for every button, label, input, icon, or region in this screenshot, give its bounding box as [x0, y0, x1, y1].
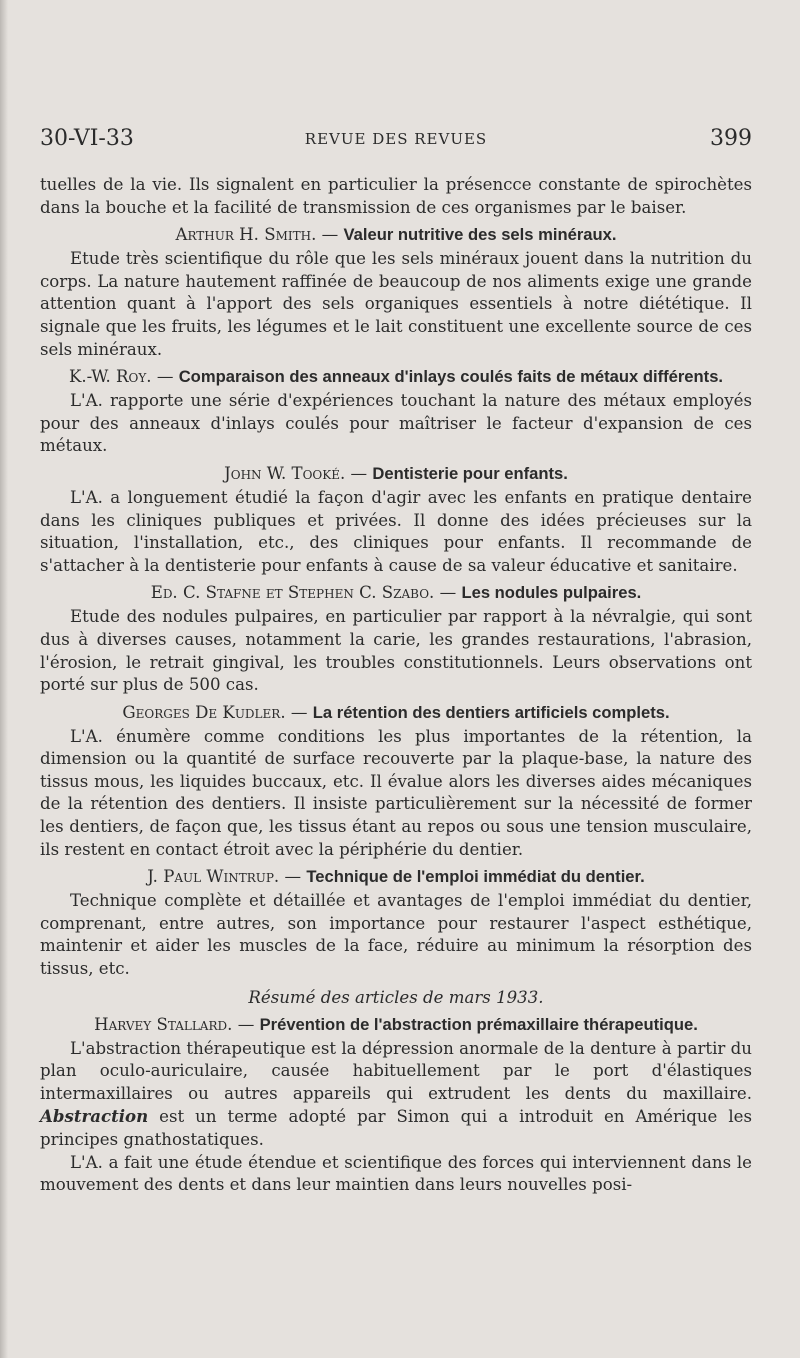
article-entry-heading — [40, 366, 752, 388]
page-edge-shadow — [0, 0, 8, 1358]
emphasized-term: Abstraction — [40, 1106, 149, 1127]
article-author: Georges De Kudler. — [122, 702, 286, 722]
article-author: K.-W. Roy. — [68, 367, 152, 387]
article-title: Comparaison des anneaux d'inlays coulés faits de métaux différents. — [178, 367, 724, 387]
dash-separator: — — [279, 867, 307, 887]
dash-separator: — — [345, 463, 373, 483]
header-journal-title: REVUE DES REVUES — [304, 130, 488, 148]
article-title: Technique de l'emploi immédiat du dentier. — [306, 867, 645, 887]
article-author: John W. Tooké. — [224, 463, 346, 483]
paragraph — [40, 1038, 752, 1152]
article-author: J. Paul Wintrup. — [147, 867, 280, 887]
article-entry-heading — [40, 702, 752, 724]
article-title: Dentisterie pour enfants. — [372, 463, 568, 483]
article-title: Valeur nutritive des sels minéraux. — [343, 225, 617, 245]
paragraph-text: est un terme adopté par Simon qui a introduit en Amérique les principes gnathostatiques. — [40, 1107, 752, 1149]
article-content — [40, 174, 752, 1197]
document-page — [40, 126, 752, 1197]
dash-separator: — — [285, 702, 313, 722]
paragraph: Etude très scientifique du rôle que les sels minéraux jouent dans la nutrition du corps. La nature hautement raffinée de beaucoup de nos aliments exige une grande attention quant à l'apport des sels organiques essentiels à notre diététique. Il signale que les fruits, les légumes et le lait constituent une excellente source de ces sels minéraux. — [40, 249, 752, 359]
article-author: Arthur H. Smith. — [175, 225, 317, 245]
paragraph: L'A. rapporte une série d'expériences touchant la nature des métaux employés pour des anneaux d'inlays coulés pour maîtriser le facteur d'expansion de ces métaux. — [40, 391, 752, 456]
paragraph: L'A. a fait une étude étendue et scientifique des forces qui interviennent dans le mouvement des dents et dans leur maintien dans leurs nouvelles posi- — [40, 1152, 752, 1195]
paragraph: L'A. énumère comme conditions les plus importantes de la rétention, la dimension ou la quantité de surface recouverte par la plaque-base, la nature des tissus mous, les liquides buccaux, etc. Il évalue alors les diverses aides mécaniques de la rétention des dentiers. Il insiste particulièrement sur la nécessité de former les dentiers, de façon que, les tissus étant au repos ou sous une tension musculaire, ils restent en contact étroit avec la périphérie du dentier. — [40, 726, 752, 859]
paragraph-text: L'abstraction thérapeutique est la dépression anormale de la denture à partir du plan oculo-auriculaire, causée habituellement par le port d'élastiques intermaxillaires ou autres appareils qui extrudent les dents du maxillaire. — [40, 1038, 752, 1103]
dash-separator: — — [316, 225, 344, 245]
article-title: Les nodules pulpaires. — [461, 583, 642, 603]
article-author: Ed. C. Stafne et Stephen C. Szabo. — [150, 583, 435, 603]
article-author: Harvey Stallard. — [94, 1014, 233, 1034]
article-entry-heading — [40, 463, 752, 485]
article-entry-heading — [40, 224, 752, 246]
paragraph: Etude des nodules pulpaires, en particulier par rapport à la névralgie, qui sont dus à diverses causes, notamment la carie, les grandes restaurations, l'abrasion, l'érosion, le retrait gingival, les troubles constitutionnels. Leurs observations ont porté sur plus de 500 cas. — [40, 607, 752, 695]
paragraph: tuelles de la vie. Ils signalent en particulier la présencce constante de spirochètes dans la bouche et la facilité de transmission de ces organismes par le baiser. — [40, 175, 752, 217]
paragraph: Technique complète et détaillée et avantages de l'emploi immédiat du dentier, comprenant, entre autres, son importance pour restaurer l'aspect esthétique, maintenir et aider les muscles de la face, réduire au minimum la résorption des tissus, etc. — [40, 891, 752, 979]
header-date: 30-VI-33 — [40, 126, 134, 151]
article-entry-heading — [40, 582, 752, 604]
header-page-number: 399 — [710, 126, 752, 151]
page-header — [40, 126, 752, 162]
article-entry-heading — [40, 1014, 752, 1036]
article-title: La rétention des dentiers artificiels complets. — [312, 702, 670, 722]
article-title: Prévention de l'abstraction prémaxillaire thérapeutique. — [259, 1014, 698, 1034]
article-entry-heading — [40, 866, 752, 888]
paragraph: L'A. a longuement étudié la façon d'agir avec les enfants en pratique dentaire dans les cliniques publiques et privées. Il donne des idées précieuses sur la situation, l'installation, etc., des cliniques pour enfants. Il recommande de s'attacher à la dentisterie pour enfants à cause de sa valeur éducative et sanitaire. — [40, 487, 752, 575]
dash-separator: — — [232, 1014, 260, 1034]
dash-separator: — — [434, 583, 462, 603]
section-note: Résumé des articles de mars 1933. — [248, 987, 544, 1007]
dash-separator: — — [151, 367, 179, 387]
